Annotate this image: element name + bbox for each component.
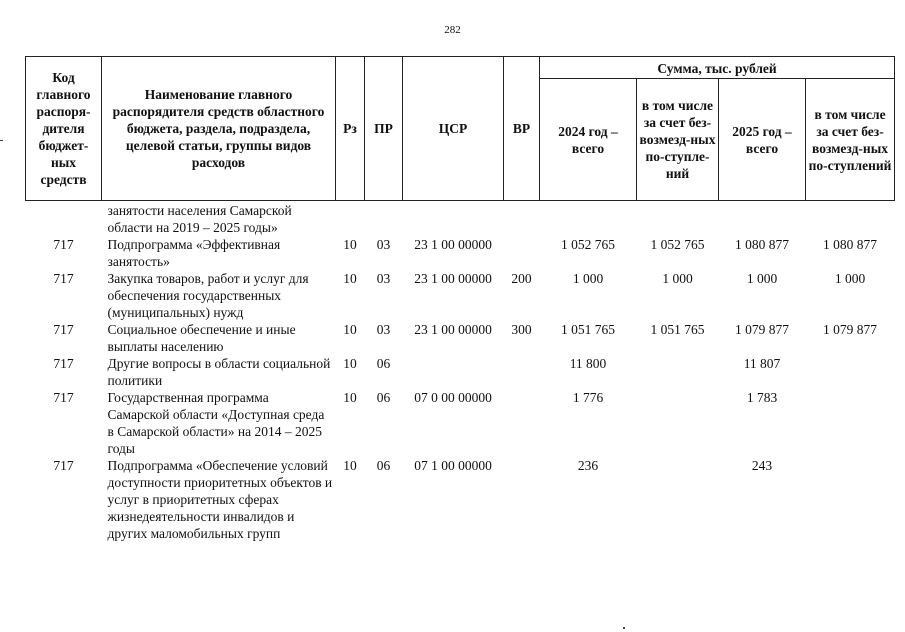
budget-table (25, 56, 895, 542)
row-rz: 10 (343, 356, 357, 371)
header-2024-total: 2024 год – всего (540, 79, 637, 201)
row-vr (504, 457, 540, 542)
header-sum: Сумма, тыс. рублей (540, 57, 895, 79)
row-rz: 10 (343, 458, 357, 473)
row-2024-free (637, 355, 719, 389)
row-vr (504, 389, 540, 457)
row-vr (504, 236, 540, 270)
row-pr: 06 (376, 356, 391, 371)
row-code: 717 (53, 271, 74, 286)
row-vr (504, 201, 540, 237)
row-csr: 23 1 00 00000 (414, 237, 492, 252)
header-2025-free: в том числе за счет без-возмезд-ных по-ступлений (806, 79, 895, 201)
row-code: 717 (53, 322, 74, 337)
row-vr: 200 (511, 271, 532, 286)
row-2025-free: 1 000 (834, 271, 866, 286)
row-code (26, 201, 102, 237)
row-2025-total: 1 000 (746, 271, 778, 286)
row-2024-total: 1 776 (572, 390, 604, 405)
row-code: 717 (53, 237, 74, 252)
row-2025-total: 1 080 877 (735, 237, 789, 252)
table-row (26, 355, 895, 389)
row-2025-free (806, 355, 895, 389)
header-2024-free: в том числе за счет без-возмезд-ных по-ступле-ний (637, 79, 719, 201)
table-row (26, 457, 895, 542)
row-2024-total: 1 000 (572, 271, 604, 286)
row-rz: 10 (343, 271, 357, 286)
row-2024-total: 1 052 765 (561, 237, 615, 252)
row-2024-free (637, 201, 719, 237)
scan-mark (623, 627, 625, 629)
row-2025-total (719, 201, 806, 237)
row-csr (403, 355, 504, 389)
row-pr: 03 (376, 271, 391, 286)
row-name: Другие вопросы в области социальной политики (107, 356, 331, 388)
row-2024-free (637, 457, 719, 542)
row-name: Подпрограмма «Эффективная занятость» (107, 237, 281, 269)
row-pr: 06 (376, 390, 391, 405)
row-rz (336, 201, 365, 237)
row-name: Закупка товаров, работ и услуг для обеспечения государственных (муниципальных) нужд (107, 271, 309, 320)
header-2025-total: 2025 год – всего (719, 79, 806, 201)
row-csr (403, 201, 504, 237)
row-2025-free (806, 201, 895, 237)
row-csr: 23 1 00 00000 (414, 322, 492, 337)
row-2025-free: 1 079 877 (823, 322, 878, 337)
row-2025-total: 243 (751, 458, 773, 473)
row-2024-free: 1 051 765 (650, 322, 705, 337)
row-2025-total: 1 079 877 (735, 322, 789, 337)
header-vr: ВР (504, 57, 540, 201)
row-2025-free (806, 389, 895, 457)
row-vr: 300 (511, 322, 532, 337)
table-row (26, 389, 895, 457)
row-name: занятости населения Самарской области на 2019 – 2025 годы» (107, 203, 292, 235)
row-pr (365, 201, 403, 237)
row-2024-free: 1 000 (662, 271, 693, 286)
table-row (26, 321, 895, 355)
row-name: Социальное обеспечение и иные выплаты населению (107, 322, 296, 354)
row-csr: 07 1 00 00000 (414, 458, 492, 473)
row-name: Подпрограмма «Обеспечение условий доступности приоритетных объектов и услуг в приоритетных сферах жизнедеятельности инвалидов и других маломобильных групп (107, 458, 333, 541)
table-row (26, 201, 895, 237)
row-2024-free: 1 052 765 (650, 237, 705, 252)
table-header (26, 57, 895, 201)
row-code: 717 (53, 458, 74, 473)
table-row (26, 270, 895, 321)
row-2025-free (806, 457, 895, 542)
page-number: 282 (444, 24, 461, 36)
row-2025-total: 1 783 (746, 390, 778, 405)
row-vr (504, 355, 540, 389)
header-name: Наименование главного распорядителя средств областного бюджета, раздела, подраздела, целевой статьи, группы видов расходов (102, 57, 336, 201)
header-rz: Рз (336, 57, 365, 201)
row-2024-total: 236 (577, 458, 599, 473)
row-pr: 03 (376, 322, 391, 337)
row-rz: 10 (343, 390, 357, 405)
row-csr: 07 0 00 00000 (414, 390, 492, 405)
row-2025-free: 1 080 877 (823, 237, 878, 252)
header-code: Код главного распоря-дителя бюджет-ных средств (26, 57, 102, 201)
row-pr: 06 (376, 458, 391, 473)
row-2024-total: 11 800 (569, 356, 607, 371)
row-pr: 03 (376, 237, 391, 252)
row-code: 717 (53, 390, 74, 405)
row-code: 717 (53, 356, 74, 371)
row-2025-total: 11 807 (743, 356, 781, 371)
header-csr: ЦСР (403, 57, 504, 201)
row-rz: 10 (343, 322, 357, 337)
header-pr: ПР (365, 57, 403, 201)
row-2024-free (637, 389, 719, 457)
row-2024-total: 1 051 765 (561, 322, 615, 337)
row-2024-total (540, 201, 637, 237)
table-body (26, 201, 895, 543)
row-csr: 23 1 00 00000 (414, 271, 492, 286)
row-name: Государственная программа Самарской области «Доступная среда в Самарской области» на 2014 – 2025 годы (107, 390, 325, 456)
table-row (26, 236, 895, 270)
row-rz: 10 (343, 237, 357, 252)
scan-mark (0, 140, 3, 141)
